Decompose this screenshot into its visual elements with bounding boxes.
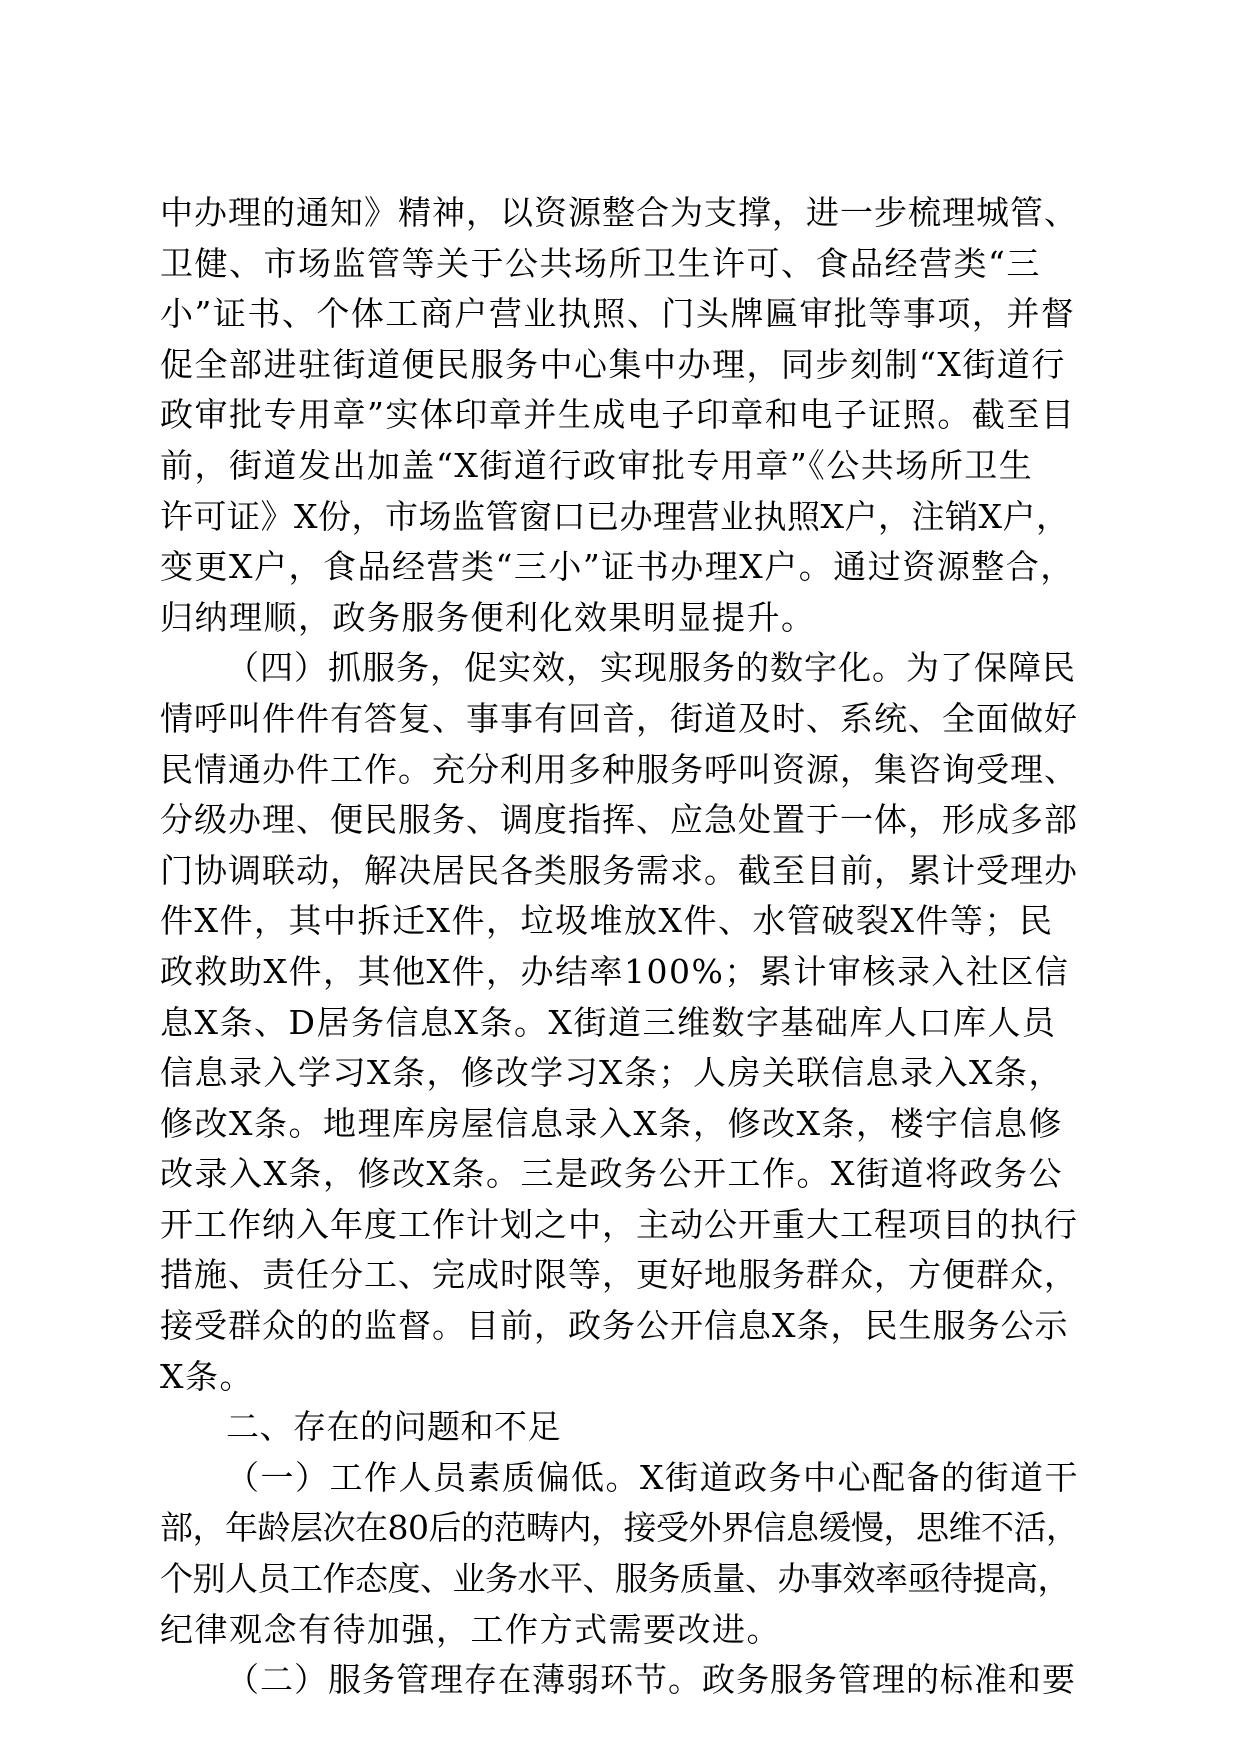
text-line: （二）服务管理存在薄弱环节。政务服务管理的标准和要: [226, 1660, 1076, 1700]
text-line: 信息录入学习X条，修改学习X条；人房关联信息录入X条，: [160, 1053, 1063, 1093]
text-line: 纪律观念有待加强，工作方式需要改进。: [160, 1609, 781, 1649]
text-line: 政救助X件，其他X件，办结率100%；累计审核录入社区信: [160, 951, 1070, 991]
document-body: [160, 188, 1080, 1706]
text-line: 接受群众的的监督。目前，政务公开信息X条，民生服务公示: [160, 1306, 1069, 1346]
text-line: 许可证》X份，市场监管窗口已办理营业执照X户，注销X户，: [160, 496, 1070, 536]
text-line: 件X件，其中拆迁X件，垃圾堆放X件、水管破裂X件等；民: [160, 901, 1054, 941]
text-line: 小”证书、个体工商户营业执照、门头牌匾审批等事项，并督: [160, 294, 1076, 334]
text-line: 息X条、D居务信息X条。X街道三维数字基础库人口库人员: [160, 1002, 1057, 1042]
text-line: 修改X条。地理库房屋信息录入X条，修改X条，楼宇信息修: [160, 1103, 1063, 1143]
text-line: 政审批专用章”实体印章并生成电子印章和电子证照。截至目: [160, 395, 1076, 435]
text-line: 中办理的通知》精神，以资源整合为支撑，进一步梳理城管、: [160, 193, 1078, 232]
text-line: 门协调联动，解决居民各类服务需求。截至目前，累计受理办: [160, 850, 1078, 890]
text-line: （四）抓服务，促实效，实现服务的数字化。为了保障民: [226, 648, 1076, 688]
text-line: 部，年龄层次在80后的范畴内，接受外界信息缓慢，思维不活，: [160, 1508, 1079, 1548]
text-line: X条。: [160, 1356, 254, 1396]
text-line: 个别人员工作态度、业务水平、服务质量、办事效率亟待提高，: [160, 1559, 1070, 1599]
text-line: 民情通办件工作。充分利用多种服务呼叫资源，集咨询受理、: [160, 749, 1078, 789]
text-line: 情呼叫件件有答复、事事有回音，街道及时、系统、全面做好: [160, 698, 1078, 738]
text-line: 变更X户，食品经营类“三小”证书办理X户。通过资源整合，: [160, 547, 1075, 587]
text-line: 开工作纳入年度工作计划之中，主动公开重大工程项目的执行: [160, 1204, 1078, 1244]
text-line: 归纳理顺，政务服务便利化效果明显提升。: [160, 597, 816, 637]
text-line: 分级办理、便民服务、调度指挥、应急处置于一体，形成多部: [160, 800, 1078, 840]
text-line: （一）工作人员素质偏低。X街道政务中心配备的街道干: [226, 1457, 1079, 1497]
text-line: 卫健、市场监管等关于公共场所卫生许可、食品经营类“三: [160, 243, 1041, 283]
text-line: 措施、责任分工、完成时限等，更好地服务群众，方便群众，: [160, 1255, 1078, 1295]
text-line: 促全部进驻街道便民服务中心集中办理，同步刻制“X街道行: [160, 344, 1066, 384]
text-line: 前，街道发出加盖“X街道行政审批专用章”《公共场所卫生: [160, 445, 1034, 485]
section-heading: 二、存在的问题和不足: [226, 1407, 561, 1447]
text-line: 改录入X条，修改X条。三是政务公开工作。X街道将政务公: [160, 1154, 1063, 1194]
